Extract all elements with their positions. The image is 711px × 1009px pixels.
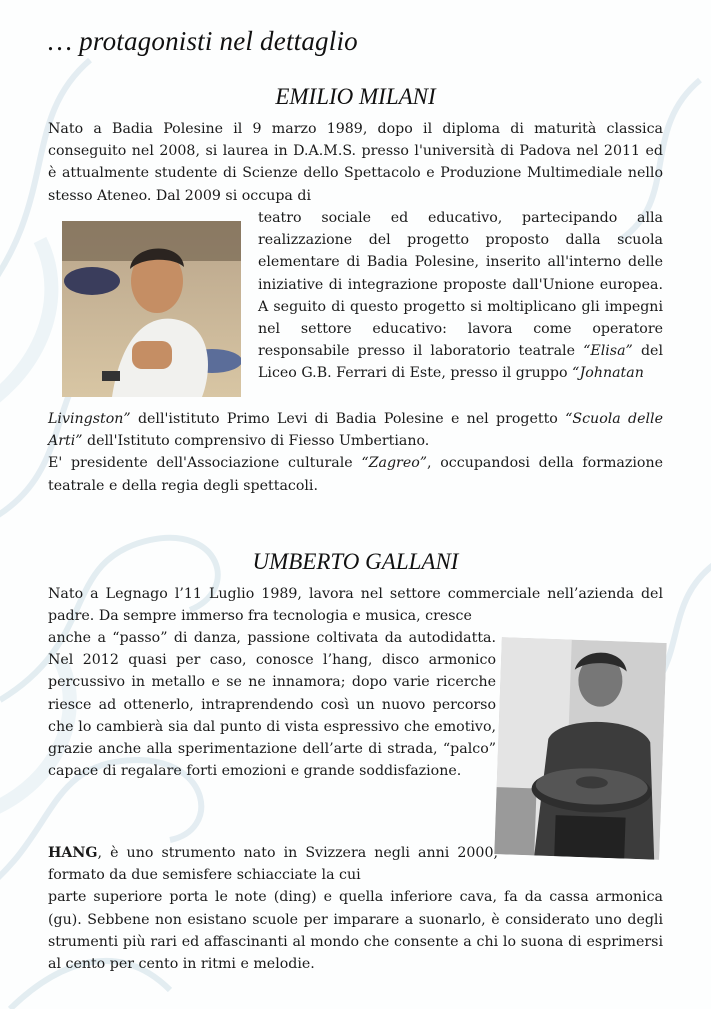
group-name: “Johnatan: [572, 365, 644, 382]
emilio-bio-text: del Liceo G.B. Ferrari di Este, presso il gruppo: [258, 343, 663, 382]
group-name: Livingston”: [48, 411, 131, 427]
page-title: … protagonisti nel dettaglio: [48, 26, 358, 56]
umberto-gallani-photo: [494, 637, 666, 860]
emilio-bio-ending: [48, 408, 663, 497]
elisa-lab-name: “Elisa”: [583, 343, 633, 360]
emilio-bio-text: teatro sociale ed educativo, partecipando alla realizzazione del progetto proposto dalla scuola elementare di Badia Polesine, inserito all'interno delle iniziative di integrazione proposte dall'Unione europea. A seguito di questo progetto si moltiplicano gli impegni nel settore educativo: lavora come operatore responsabile presso il laboratorio teatrale: [258, 210, 663, 360]
profile-name-umberto-gallani: UMBERTO GALLANI: [252, 549, 459, 574]
emilio-bio-text: dell'Istituto comprensivo di Fiesso Umbertiano.: [82, 433, 430, 450]
emilio-bio-text: , occupandosi della formazione teatrale e della regia degli spettacoli.: [48, 455, 663, 494]
hang-text: , è uno strumento nato in Svizzera negli anni 2000, formato da due semisfere schiacciate la cui: [48, 845, 498, 884]
project-name: “Scuola delle Arti”: [48, 411, 663, 450]
emilio-bio-text: dell'istituto Primo Levi di Badia Polesine e nel progetto: [130, 411, 566, 427]
hang-description: [48, 842, 663, 975]
emilio-bio-text: E' presidente dell'Associazione culturale: [48, 455, 362, 472]
profile-name-emilio-milani: EMILIO MILANI: [275, 84, 436, 109]
umberto-bio-intro: Nato a Legnago l’11 Luglio 1989, lavora nel settore commerciale nell’azienda del padre. Da sempre immerso fra tecnologia e musica, cresce: [48, 586, 663, 625]
emilio-bio-intro: Nato a Badia Polesine il 9 marzo 1989, dopo il diploma di maturità classica conseguito nel 2008, si laurea in D.A.M.S. presso l'università di Padova nel 2011 ed è attualmente studente di Scienze dello Spettacolo e Produzione Multimediale nello stesso Ateneo. Dal 2009 si occupa di: [48, 121, 663, 204]
emilio-milani-photo: [62, 221, 241, 397]
umberto-bio-wrapped-text: anche a “passo” di danza, passione coltivata da autodidatta. Nel 2012 quasi per caso, conosce l’hang, disco armonico percussivo in metallo e se ne innamora; dopo varie ricerche riesce ad ottenerlo, intraprendendo così un nuovo percorso che lo cambierà sia dal punto di vista espressivo che emotivo, grazie anche alla sperimentazione dell’arte di strada, “palco” capace di regalare forti emozioni e grande soddisfazione.: [48, 630, 496, 780]
association-name: “Zagreo”: [361, 455, 428, 472]
hang-text-continued: parte superiore porta le note (ding) e quella inferiore cava, fa da cassa armonica (gu). Sebbene non esistano scuole per imparare a suonarlo, è considerato uno degli strumenti più rari ed affascinanti al mondo che consente a chi lo suona di esprimersi al cento per cento in ritmi e melodie.: [48, 889, 663, 973]
hang-term: HANG: [48, 845, 98, 861]
emilio-bio-wrapped-text: [258, 207, 663, 385]
